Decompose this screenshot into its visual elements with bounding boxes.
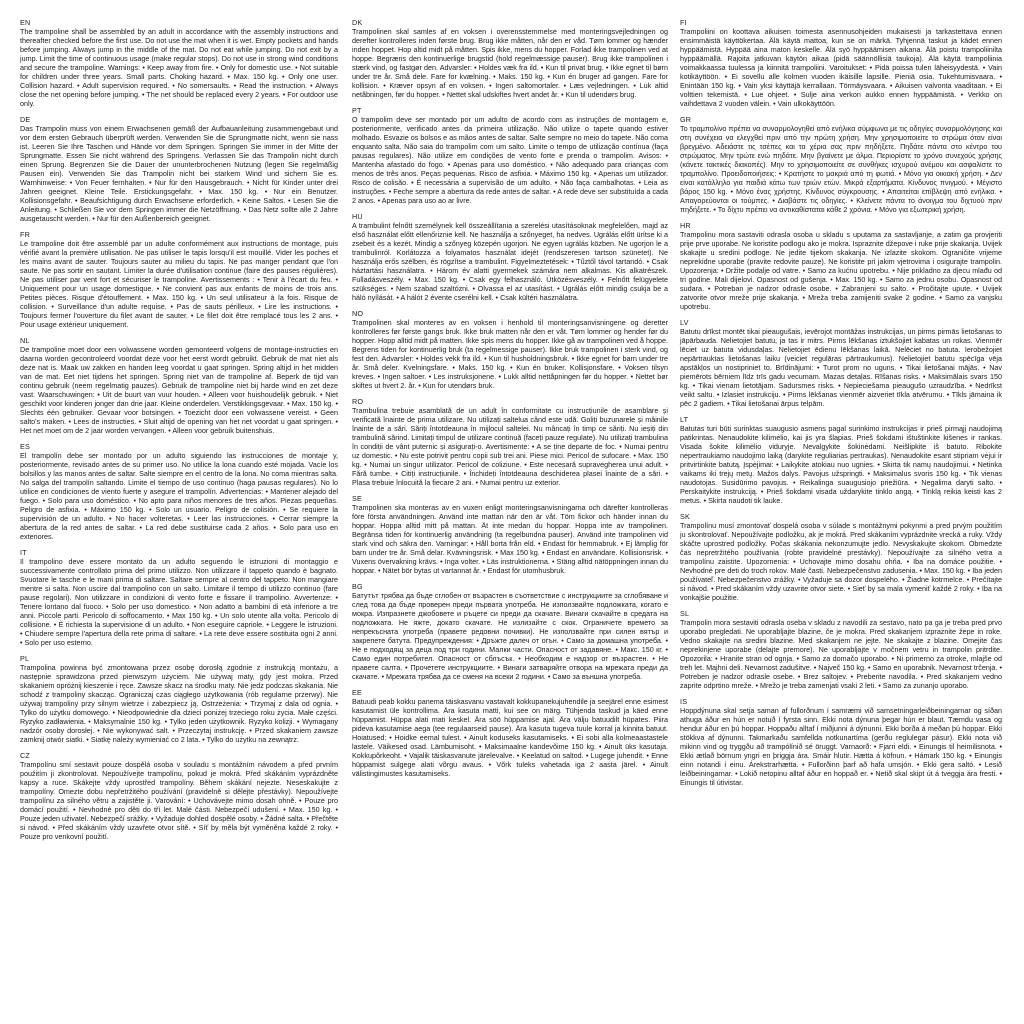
language-block-nl (20, 336, 338, 435)
warning-text: The trampoline shall be assembled by an adult in accordance with the assembly instructions and thereafter checked before the first use. Do not use the mat when it is wet. Empty pockets and hands before jumping. Always jump in the middle of the mat. Do not eat while jumping. Do not exit by a jump. Limit the time of continuous usage (make regular stops). Do not use in strong wind conditions and secure the trampoline. Warnings: • Keep away from fire. • Only for domestic use. • Not suitable for children under three years. Small parts. Choking hazard. • Max. 150 kg. • Only one user. Collision hazard. • Adult supervision required. • No somersaults. • Read the instruction. • Always close the net opening before jumping. • The net should be replaced every 2 years. • For outdoor use only. (20, 27, 338, 108)
language-block-ro (352, 397, 668, 487)
language-block-lt (680, 415, 1002, 505)
warning-text: Trampolinen ska monteras av en vuxen enligt monteringsanvisningarna och därefter kontrolleras före första användningen. Använd inte mattan när den är våt. Töm fickor och händer innan du hoppar. Hoppa alltid mitt på mattan. Ät inte medan du hoppar. Hoppa inte av trampolinen. Begränsa tiden för kontinuerlig användning (ta regelbundna pauser). Använd inte trampolinen vid stark vind och säkra den. Varningar: • Håll borta från eld. • Endast för hemmabruk. • Ej lämplig för barn under tre år. Små delar. Kvävningsrisk. • Max 150 kg. • Endast en användare. Kollisionsrisk. • Vuxens övervakning krävs. • Inga volter. • Läs instruktionerna. • Stäng alltid nätöppningen innan du hoppar. • Nätet bör bytas ut vartannat år. • Endast för utomhusbruk. (352, 503, 668, 575)
warning-text: A trambulint felnőtt személynek kell összeállítania a szerelési utasításoknak megfelelően, majd az első használat előtt ellenőriznie kell. Ne használja a szőnyeget, ha nedves. Ugrálás előtt ürítse ki a zsebeit és a kezét. Mindig a szőnyeg közepén ugorjon. Ne egyen ugrálás közben. Ne ugorjon le a trambulinról. Korlátozza a folyamatos használat idejét (rendszeresen tartson szünetet). Ne használja erős szélben, és rögzítse a trambulint. Figyelmeztetések: • Tűztől távol tartandó. • Csak háztartási használatra. • Három év alatti gyermekek számára nem alkalmas. Kis alkatrészek. Fulladásveszély. • Max. 150 kg. • Csak egy felhasználó. Ütközésveszély. • Felnőtt felügyelete szükséges. • Nem szabad szaltózni. • Olvassa el az utasítást. • Ugrálás előtt mindig csukja be a háló nyílását. • A hálót 2 évente cserélni kell. • Csak kültéri használatra. (352, 221, 668, 302)
language-block-sl (680, 609, 1002, 690)
warning-text: El trampolín debe ser montado por un adulto siguiendo las instrucciones de montaje y, posteriormente, revisado antes de su primer uso. No utilice la lona cuando esté mojada. Vacíe los bolsillos y las manos antes de saltar. Salte siempre en el centro de la lona. No coma mientras salta. No salga del trampolín saltando. Limite el tiempo de uso continuo (haga pausas regulares). No lo utilice en condiciones de viento fuerte y asegure el trampolín. Advertencias: • Mantener alejado del fuego. • Solo para uso doméstico. • No apto para niños menores de tres años. Piezas pequeñas. Peligro de asfixia. • Máximo 150 kg. • Solo un usuario. Peligro de colisión. • Se requiere la supervisión de un adulto. • No hacer volteretas. • Leer las instrucciones. • Cerrar siempre la abertura de la red antes de saltar. • La red debe sustituirse cada 2 años. • Solo para uso en exteriores. (20, 451, 338, 541)
language-block-hr (680, 221, 1002, 311)
column-1 (20, 18, 338, 848)
language-code: EE (352, 688, 362, 697)
warning-text: Trampoliini on koottava aikuisen toimesta asennusohjeiden mukaisesti ja tarkastettava ennen ensimmäistä käyttökertaa. Älä käytä mattoa, kun se on märkä. Tyhjennä taskut ja kädet ennen hyppäämistä. Hyppää aina maton keskelle. Älä syö hyppäämisen aikana. Älä poistu trampoliinilta hyppäämällä. Rajoita jatkuvan käytön aikaa (pidä säännöllisiä taukoja). Älä käytä trampoliinia voimakkaassa tuulessa ja kiinnitä trampoliini. Varoitukset: • Pidä poissa tulen läheisyydestä. • Vain kotikäyttöön. • Ei sovellu alle kolmen vuoden ikäisille lapsille. Pieniä osia. Tukehtumisvaara. • Enintään 150 kg. • Vain yksi käyttäjä kerrallaan. Törmäysvaara. • Aikuisen valvonta vaaditaan. • Ei volttien tekemistä. • Lue ohjeet. • Sulje aina verkon aukko ennen hyppäämistä. • Verkko on vaihdettava 2 vuoden välein. • Vain ulkokäyttöön. (680, 27, 1002, 108)
column-3 (680, 18, 1002, 794)
warning-text: Il trampolino deve essere montato da un adulto seguendo le istruzioni di montaggio e successivamente controllato prima del primo utilizzo. Non utilizzare il tappeto quando è bagnato. Svuotare le tasche e le mani prima di saltare. Saltare sempre al centro del tappeto. Non mangiare mentre si salta. Non uscire dal trampolino con un salto. Limitare il tempo di utilizzo continuo (fare pause regolari). Non utilizzare in condizioni di vento forte e fissare il trampolino. Avvertenze: • Tenere lontano dal fuoco. • Solo per uso domestico. • Non adatto a bambini di età inferiore a tre anni. Piccole parti. Pericolo di soffocamento. • Max 150 kg. • Un solo utente alla volta. Pericolo di collisione. • È richiesta la supervisione di un adulto. • Non eseguire capriole. • Leggere le istruzioni. • Chiudere sempre l'apertura della rete prima di saltare. • La rete deve essere sostituita ogni 2 anni. • Solo per uso esterno. (20, 557, 338, 647)
language-block-sk (680, 512, 1002, 602)
language-block-pl (20, 654, 338, 744)
warning-text: Hoppdýnuna skal setja saman af fullorðnum í samræmi við samsetningarleiðbeiningarnar og síðan athuga áður en hún er notuð í fyrsta sinn. Ekki nota dýnuna þegar hún er blaut. Tæmdu vasa og hendur áður en þú hoppar. Hoppaðu alltaf í miðjunni á dýnunni. Ekki borða á meðan þú hoppar. Ekki stökkva af dýnunni. Takmarkaðu samfellda notkunartíma (gerðu reglulegar pásur). Ekki nota við mikinn vind og tryggðu að trampólínið sé öruggt. Varnaorð: • Fjarri eldi. • Einungis til heimilisnota. • Ekki ætlað börnum yngri en þriggja ára. Smáir hlutir. Hætta á köfnun. • Hámark 150 kg. • Einungis einn notandi í einu. Árekstrarhætta. • Fullorðinn þarf að hafa umsjón. • Ekki gera saltó. • Lesið leiðbeiningarnar. • Lokið netopinu alltaf áður en hoppað er. • Netið skal skipt út á tveggja ára fresti. • Einungis til útivistar. (680, 706, 1002, 787)
warning-text: Trampolínu musí zmontovať dospelá osoba v súlade s montážnymi pokynmi a pred prvým použitím ju skontrolovať. Nepoužívajte podložku, ak je mokrá. Pred skákaním vyprázdnite vrecká a ruky. Vždy skáčte uprostred podložky. Počas skákania nekonzumujte jedlo. Nevyskakujte skokom. Obmedzte čas nepretržitého používania (robte pravidelné prestávky). Nepoužívajte za silného vetra a trampolínu zaistite. Upozornenia: • Uchovajte mimo dosahu ohňa. • Iba na domáce použitie. • Nevhodné pre deti do troch rokov. Malé časti. Nebezpečenstvo zadusenia. • Max. 150 kg. • Iba jeden používateľ. Nebezpečenstvo zrážky. • Vyžaduje sa dozor dospelého. • Žiadne kotrmelce. • Prečítajte si návod. • Pred skákaním vždy uzavrite otvor siete. • Sieť by sa mala vymeniť každé 2 roky. • Iba na vonkajšie použitie. (680, 521, 1002, 602)
warning-text: Batutu drīkst montēt tikai pieaugušais, ievērojot montāžas instrukcijas, un pirms pirmās lietošanas to jāpārbauda. Nelietojiet batutu, ja tas ir mitrs. Pirms lēkšanas iztukšojiet kabatas un rokas. Vienmēr lēciet uz batuta vidusdaļas. Nelietojiet ēdienu lēkšanas laikā. Nelēciet no batuta. Ierobežojiet nepārtrauktas lietošanas laiku (veiciet regulāras pārtraukumus). Nelietojiet batutu spēcīga vēja apstākļos un nostipriniet to. Brīdinājumi: • Turot prom no uguns. • Tikai lietošanai mājās. • Nav piemērots bērniem līdz trīs gadu vecumam. Mazas detaļas. Rīšanas risks. • Maksimālais svars 150 kg. • Tikai vienam lietotājam. Sadursmes risks. • Nepieciešama pieaugušo uzraudzība. • Nedrīkst veikt saltu. • Izlasiet instrukciju. • Pirms lēkšanas vienmēr aizveriet tīkla atvērumu. • Tīkls jāmaina ik pēc 2 gadiem. • Tikai lietošanai ārpus telpām. (680, 327, 1002, 408)
warning-text: Batutas turi būti surinktas suaugusio asmens pagal surinkimo instrukcijas ir prieš pirmąjį naudojimą patikrintas. Nenaudokite kilimėlio, kai jis yra šlapias. Prieš šokdami ištuštinkite kišenes ir rankas. Visada šokite kilimėlio viduryje. Nevalgykite šokinėdami. Neišlipkite iš batuto. Ribokite nepertraukiamo naudojimo laiką (darykite reguliarias pertraukas). Nenaudokite esant stipriam vėjui ir pritvirtinkite batutą. Įspėjimai: • Laikykite atokiau nuo ugnies. • Skirta tik namų naudojimui. • Netinka vaikams iki trejų metų. Mažos dalys. Pavojus užspringti. • Maksimalus svoris 150 kg. • Tik vienas naudotojas. Susidūrimo pavojus. • Reikalinga suaugusiojo priežiūra. • Negalima daryti salto. • Perskaitykite instrukciją. • Prieš šokdami visada uždarykite tinklo angą. • Tinklą reikia keisti kas 2 metus. • Skirta naudoti tik lauke. (680, 424, 1002, 505)
language-code: IT (20, 548, 27, 557)
language-block-no (352, 309, 668, 390)
language-block-fr (20, 230, 338, 329)
warning-text: Το τραμπολίνο πρέπει να συναρμολογηθεί από ενήλικα σύμφωνα με τις οδηγίες συναρμολόγησης και στη συνέχεια να ελεγχθεί πριν από την πρώτη χρήση. Μην χρησιμοποιείτε το στρώμα όταν είναι βρεγμένο. Αδειάστε τις τσέπες και τα χέρια σας πριν πηδήξετε. Πηδάτε πάντα στο κέντρο του στρώματος. Μην τρώτε ενώ πηδάτε. Μην βγαίνετε με άλμα. Περιορίστε το χρόνο συνεχούς χρήσης (κάνετε τακτικές διακοπές). Μην το χρησιμοποιείτε σε συνθήκες ισχυρού ανέμου και ασφαλίστε το τραμπολίνο. Προειδοποιήσεις: • Κρατήστε το μακριά από τη φωτιά. • Μόνο για οικιακή χρήση. • Δεν είναι κατάλληλο για παιδιά κάτω των τριών ετών. Μικρά εξαρτήματα. Κίνδυνος πνιγμού. • Μέγιστο βάρος 150 kg. • Μόνο ένας χρήστης. Κίνδυνος σύγκρουσης. • Απαιτείται επίβλεψη από ενήλικα. • Απαγορεύονται οι τούμπες. • Διαβάστε τις οδηγίες. • Κλείνετε πάντα το άνοιγμα του διχτυού πριν πηδήξετε. • Το δίχτυ πρέπει να αντικαθίσταται κάθε 2 χρόνια. • Μόνο για εξωτερική χρήση. (680, 124, 1002, 214)
language-code: GR (680, 115, 692, 124)
language-code: RO (352, 397, 364, 406)
warning-text: Trampolínu smí sestavit pouze dospělá osoba v souladu s montážním návodem a před prvním použitím ji zkontrolovat. Nepoužívejte trampolínu, pokud je mokrá. Před skákáním vyprázdněte kapsy a ruce. Skákejte vždy uprostřed trampolíny. Během skákání nejezte. Neseskakujte z trampolíny. Omezte dobu nepřetržitého používání (pravidelně si dělejte přestávky). Nepoužívejte trampolínu za silného větru a zajistěte ji. Varování: • Uchovávejte mimo dosah ohně. • Pouze pro domácí použití. • Nevhodné pro děti do tří let. Malé části. Nebezpečí udušení. • Max. 150 kg. • Pouze jeden uživatel. Nebezpečí srážky. • Vyžaduje dohled dospělé osoby. • Žádné salta. • Přečtěte si návod. • Před skákáním vždy uzavřete otvor sítě. • Síť by měla být vyměněna každé 2 roky. • Pouze pro venkovní použití. (20, 760, 338, 841)
language-code: EN (20, 18, 31, 27)
language-code: LV (680, 318, 689, 327)
language-block-it (20, 548, 338, 647)
language-block-en (20, 18, 338, 108)
warning-text: Trambulina trebuie asamblată de un adult în conformitate cu instrucțiunile de asamblare și verificată înainte de prima utilizare. Nu utilizați saltelua când este udă. Goliți buzunarele și mâinile înainte de a sări. Săriți întotdeauna în mijlocul saltelei. Nu mâncați în timp ce săriți. Nu ieșiți din trambulină sărind. Limitați timpul de utilizare continuă (faceți pauze regulate). Nu utilizați trambulina în condiții de vânt puternic și asigurați-o. Avertismente: • A se ține departe de foc. • Numai pentru uz domestic. • Nu este potrivit pentru copii sub trei ani. Piese mici. Pericol de sufocare. • Max. 150 kg. • Numai un singur utilizator. Pericol de coliziune. • Este necesară supravegherea unui adult. • Fără tumbe. • Citiți instrucțiunile. • Închideți întotdeauna deschiderea plasei înainte de a sări. • Plasa trebuie înlocuită la fiecare 2 ani. • Numai pentru uz exterior. (352, 406, 668, 487)
warning-text: De trampoline moet door een volwassene worden gemonteerd volgens de montage-instructies en daarna worden gecontroleerd voordat deze voor het eerst wordt gebruikt. Gebruik de mat niet als deze nat is. Maak uw zakken en handen leeg voordat u gaat springen. Spring altijd in het midden van de mat. Eet niet tijdens het springen. Spring niet van de trampoline af. Beperk de tijd van continu gebruik (neem regelmatig pauzes). Gebruik de trampoline niet bij harde wind en zet deze vast. Waarschuwingen: • Uit de buurt van vuur houden. • Alleen voor huishoudelijk gebruik. • Niet geschikt voor kinderen jonger dan drie jaar. Kleine onderdelen. Verstikkingsgevaar. • Max. 150 kg. • Slechts één gebruiker. Gevaar voor botsingen. • Toezicht door een volwassene vereist. • Geen salto's maken. • Lees de instructies. • Sluit altijd de opening van het net voordat u gaat springen. • Het net moet om de 2 jaar worden vervangen. • Alleen voor gebruik buitenshuis. (20, 345, 338, 435)
language-block-bg (352, 582, 668, 681)
language-code: NL (20, 336, 30, 345)
column-2 (352, 18, 668, 785)
language-block-de (20, 115, 338, 223)
warning-text: Trampolinen skal monteres av en voksen i henhold til monteringsanvisningene og deretter kontrolleres før første gangs bruk. Ikke bruk matten når den er våt. Tøm lommer og hender før du hopper. Hopp alltid midt på matten. Ikke spis mens du hopper. Ikke gå av trampolinen ved å hoppe. Begrens tiden for kontinuerlig bruk (ta regelmessige pauser). Ikke bruk trampolinen i sterk vind, og fest den. Advarsler: • Holdes vekk fra ild. • Kun til husholdningsbruk. • Ikke egnet for barn under tre år. Små deler. Kvelningsfare. • Maks. 150 kg. • Kun én bruker. Kollisjonsfare. • Voksen tilsyn kreves. • Ingen saltoer. • Les instruksjonene. • Lukk alltid nettåpningen før du hopper. • Nettet bør skiftes ut hvert 2. år. • Kun for utendørs bruk. (352, 318, 668, 390)
language-block-es (20, 442, 338, 541)
warning-text: Trampolinen skal samles af en voksen i overensstemmelse med monteringsvejledningen og derefter kontrolleres inden første brug. Brug ikke måtten, når den er våd. Tøm lommer og hænder inden hoppet. Hop altid midt på måtten. Spis ikke, mens du hopper. Forlad ikke trampolinen ved at hoppe. Begræns den kontinuerlige brugstid (hold regelmæssige pauser). Brug ikke trampolinen i stærk vind, og fastgør den. Advarsler: • Holdes væk fra ild. • Kun til privat brug. • Ikke egnet til børn under tre år. Små dele. Fare for kvælning. • Maks. 150 kg. • Kun én bruger ad gangen. Fare for kollision. • Kræver opsyn af en voksen. • Ingen saltomortaler. • Læs vejledningen. • Luk altid netåbningen, før du hopper. • Nettet skal udskiftes hvert andet år. • Kun til udendørs brug. (352, 27, 668, 99)
language-block-cz (20, 751, 338, 841)
language-code: FI (680, 18, 687, 27)
language-block-is (680, 697, 1002, 787)
language-code: SE (352, 494, 362, 503)
warning-text: Batuudi peab kokku panema täiskasvanu vastavalt kokkupanekujuhendile ja seejärel enne esimest kasutamist üle kontrollima. Ära kasuta matti, kui see on märg. Tühjenda taskud ja käed enne hüppamist. Hüppa alati mati keskel. Ära söö hüppamise ajal. Ära välju batuudilt hüpates. Piira pideva kasutamise aega (tee regulaarseid pause). Ära kasuta tugeva tuule korral ja kinnita batuut. Hoiatused: • Hoidke eemal tulest. • Ainult koduseks kasutamiseks. • Ei sobi alla kolmeaastastele lastele. Väikesed osad. Lämbumisoht. • Maksimaalne kandevõime 150 kg. • Ainult üks kasutaja. Kokkupõrkeoht. • Vajalik täiskasvanute järelevalve. • Keelatud on saltod. • Lugege juhendit. • Enne hüppamist sulgege alati võrgu avaus. • Võrk tuleks vahetada iga 2 aasta järel. • Ainult välistingimustes kasutamiseks. (352, 697, 668, 778)
warning-text: Le trampoline doit être assemblé par un adulte conformément aux instructions de montage, puis vérifié avant la première utilisation. Ne pas utiliser le tapis lorsqu'il est mouillé. Vider les poches et les mains avant de sauter. Toujours sauter au milieu du tapis. Ne pas manger pendant que l'on saute. Ne pas sortir en sautant. Limiter la durée d'utilisation continue (faire des pauses régulières). Ne pas utiliser par vent fort et sécuriser le trampoline. Avertissements : • Tenir à l'écart du feu. • Uniquement pour un usage domestique. • Ne convient pas aux enfants de moins de trois ans. Petites pièces. Risque d'étouffement. • Max. 150 kg. • Un seul utilisateur à la fois. Risque de collision. • Surveillance d'un adulte requise. • Pas de sauts périlleux. • Lire les instructions. • Toujours fermer l'ouverture du filet avant de sauter. • Le filet doit être remplacé tous les 2 ans. • Pour usage extérieur uniquement. (20, 239, 338, 329)
language-code: IS (680, 697, 688, 706)
warning-text: Trampolinu mora sastaviti odrasla osoba u skladu s uputama za sastavljanje, a zatim ga provjeriti prije prve uporabe. Ne koristite podlogu ako je mokra. Ispraznite džepove i ruke prije skakanja. Uvijek skakajte u sredini podloge. Ne jedite tijekom skakanja. Ne izlazite skokom. Ograničite vrijeme neprekidne uporabe (pravite redovite pauze). Ne koristite pri jakim vjetrovima i osigurajte trampolin. Upozorenja: • Držite podalje od vatre. • Samo za kućnu upotrebu. • Nije prikladno za djecu mlađu od tri godine. Mali dijelovi. Opasnost od gušenja. • Max. 150 kg. • Samo za jednu osobu. Opasnost od sudara. • Potreban je nadzor odrasle osobe. • Zabranjeni su salto. • Pročitajte upute. • Uvijek zatvorite otvor mreže prije skakanja. • Mreža treba zamijeniti svake 2 godine. • Samo za vanjsku upotrebu. (680, 230, 1003, 311)
warning-text: O trampolim deve ser montado por um adulto de acordo com as instruções de montagem e, posteriormente, verificado antes da primeira utilização. Não utilize o tapete quando estiver molhado. Esvazie os bolsos e as mãos antes de saltar. Salte sempre no meio do tapete. Não coma enquanto salta. Não saia do trampolim com um salto. Limite o tempo de utilização contínua (faça pausas regulares). Não utilize em condições de vento forte e prenda o trampolim. Avisos: • Mantenha afastado do fogo. • Apenas para uso doméstico. • Não adequado para crianças com menos de três anos. Peças pequenas. Risco de asfixia. • Máximo 150 kg. • Apenas um utilizador. Risco de colisão. • É necessária a supervisão de um adulto. • Não faça cambalhotas. • Leia as instruções. • Feche sempre a abertura da rede antes de saltar. • A rede deve ser substituída a cada 2 anos. • Apenas para uso ao ar livre. (352, 115, 668, 205)
language-code: LT (680, 415, 689, 424)
language-code: SK (680, 512, 690, 521)
language-code: CZ (20, 751, 30, 760)
language-block-gr (680, 115, 1002, 214)
language-block-lv (680, 318, 1002, 408)
language-code: SL (680, 609, 690, 618)
language-code: DE (20, 115, 31, 124)
warning-text: Das Trampolin muss von einem Erwachsenen gemäß der Aufbauanleitung zusammengebaut und vor dem ersten Gebrauch überprüft werden. Verwenden Sie die Sprungmatte nicht, wenn sie nass ist. Leeren Sie Ihre Taschen und Hände vor dem Springen. Springen Sie immer in der Mitte der Sprungmatte. Essen Sie nicht während des Springens. Verlassen Sie das Trampolin nicht durch einen Sprung. Begrenzen Sie die Dauer der ununterbrochenen Nutzung (legen Sie regelmäßig Pausen ein). Verwenden Sie das Trampolin nicht bei starkem Wind und sichern Sie es. Warnhinweise: • Von Feuer fernhalten. • Nur für den Hausgebrauch. • Nicht für Kinder unter drei Jahren geeignet. Kleine Teile. Erstickungsgefahr. • Max. 150 kg. • Nur ein Benutzer. Kollisionsgefahr. • Beaufsichtigung durch Erwachsene erforderlich. • Keine Saltos. • Lesen Sie die Anleitung. • Schließen Sie vor dem Springen immer die Netzöffnung. • Das Netz sollte alle 2 Jahre ausgetauscht werden. • Nur für den Außenbereich geeignet. (20, 124, 338, 223)
language-code: DK (352, 18, 363, 27)
warning-text: Trampolin mora sestaviti odrasla oseba v skladu z navodili za sestavo, nato pa ga je treba pred prvo uporabo pregledati. Ne uporabljajte blazine, če je mokra. Pred skakanjem izpraznite žepe in roke. Vedno skakajte na sredini blazine. Med skakanjem ne jejte. Ne skakajte z blazine. Omejite čas neprekinjene uporabe (delajte premore). Ne uporabljajte v močnem vetru in trampolin pritrdite. Opozorila: • Hranite stran od ognja. • Samo za domačo uporabo. • Ni primerno za otroke, mlajše od treh let. Majhni deli. Nevarnost zadušitve. • Največ 150 kg. • Samo en uporabnik. Nevarnost trčenja. • Potreben je nadzor odrasle osebe. • Brez saltojev. • Preberite navodila. • Pred skakanjem vedno zaprite odprtino mreže. • Mrežo je treba zamenjati vsaki 2 leti. • Samo za zunanjo uporabo. (680, 618, 1002, 690)
language-code: BG (352, 582, 363, 591)
language-block-fi (680, 18, 1002, 108)
language-code: NO (352, 309, 364, 318)
warning-text: Батутът трябва да бъде сглобен от възрастен в съответствие с инструкциите за сглобяване и след това да бъде проверен преди първата употреба. Не използвайте подложката, когато е мокра. Изпразнете джобовете и ръцете си преди да скачате. Винаги скачайте в средата на подложката. Не яжте, докато скачате. Не излизайте с скок. Ограничете времето за непрекъсната употреба (правете редовни почивки). Не използвайте при силен вятър и закрепете батута. Предупреждения: • Дръжте далеч от огън. • Само за домашна употреба. • Не е подходящ за деца под три години. Малки части. Опасност от задавяне. • Макс. 150 кг. • Само един потребител. Опасност от сблъсък. • Необходим е надзор от възрастен. • Не правете салта. • Прочетете инструкциите. • Винаги затваряйте отвора на мрежата преди да скачате. • Мрежата трябва да се сменя на всеки 2 години. • Само за външна употреба. (352, 591, 668, 681)
language-block-pt (352, 106, 668, 205)
language-code: PT (352, 106, 362, 115)
warning-text: Trampolina powinna być zmontowana przez osobę dorosłą zgodnie z instrukcją montażu, a następnie sprawdzona przed pierwszym użyciem. Nie używaj maty, gdy jest mokra. Przed skakaniem opróżnij kieszenie i ręce. Zawsze skacz na środku maty. Nie jedz podczas skakania. Nie schodź z trampoliny skacząc. Ograniczaj czas ciągłego użytkowania (rób regularne przerwy). Nie używaj trampoliny przy silnym wietrze i zabezpiecz ją. Ostrzeżenia: • Trzymaj z dala od ognia. • Tylko do użytku domowego. • Nieodpowiednie dla dzieci poniżej trzeciego roku życia. Małe części. Ryzyko zadławienia. • Maksymalnie 150 kg. • Tylko jeden użytkownik. Ryzyko kolizji. • Wymagany nadzór osoby dorosłej. • Nie wykonywać salt. • Przeczytaj instrukcję. • Przed skakaniem zawsze zamknij otwór siatki. • Siatkę należy wymieniać co 2 lata. • Tylko do użytku na zewnątrz. (20, 663, 338, 744)
language-code: ES (20, 442, 30, 451)
language-code: FR (20, 230, 30, 239)
language-block-ee (352, 688, 668, 778)
language-code: HR (680, 221, 691, 230)
language-code: HU (352, 212, 363, 221)
language-block-hu (352, 212, 668, 302)
language-code: PL (20, 654, 30, 663)
language-block-se (352, 494, 668, 575)
language-block-dk (352, 18, 668, 99)
